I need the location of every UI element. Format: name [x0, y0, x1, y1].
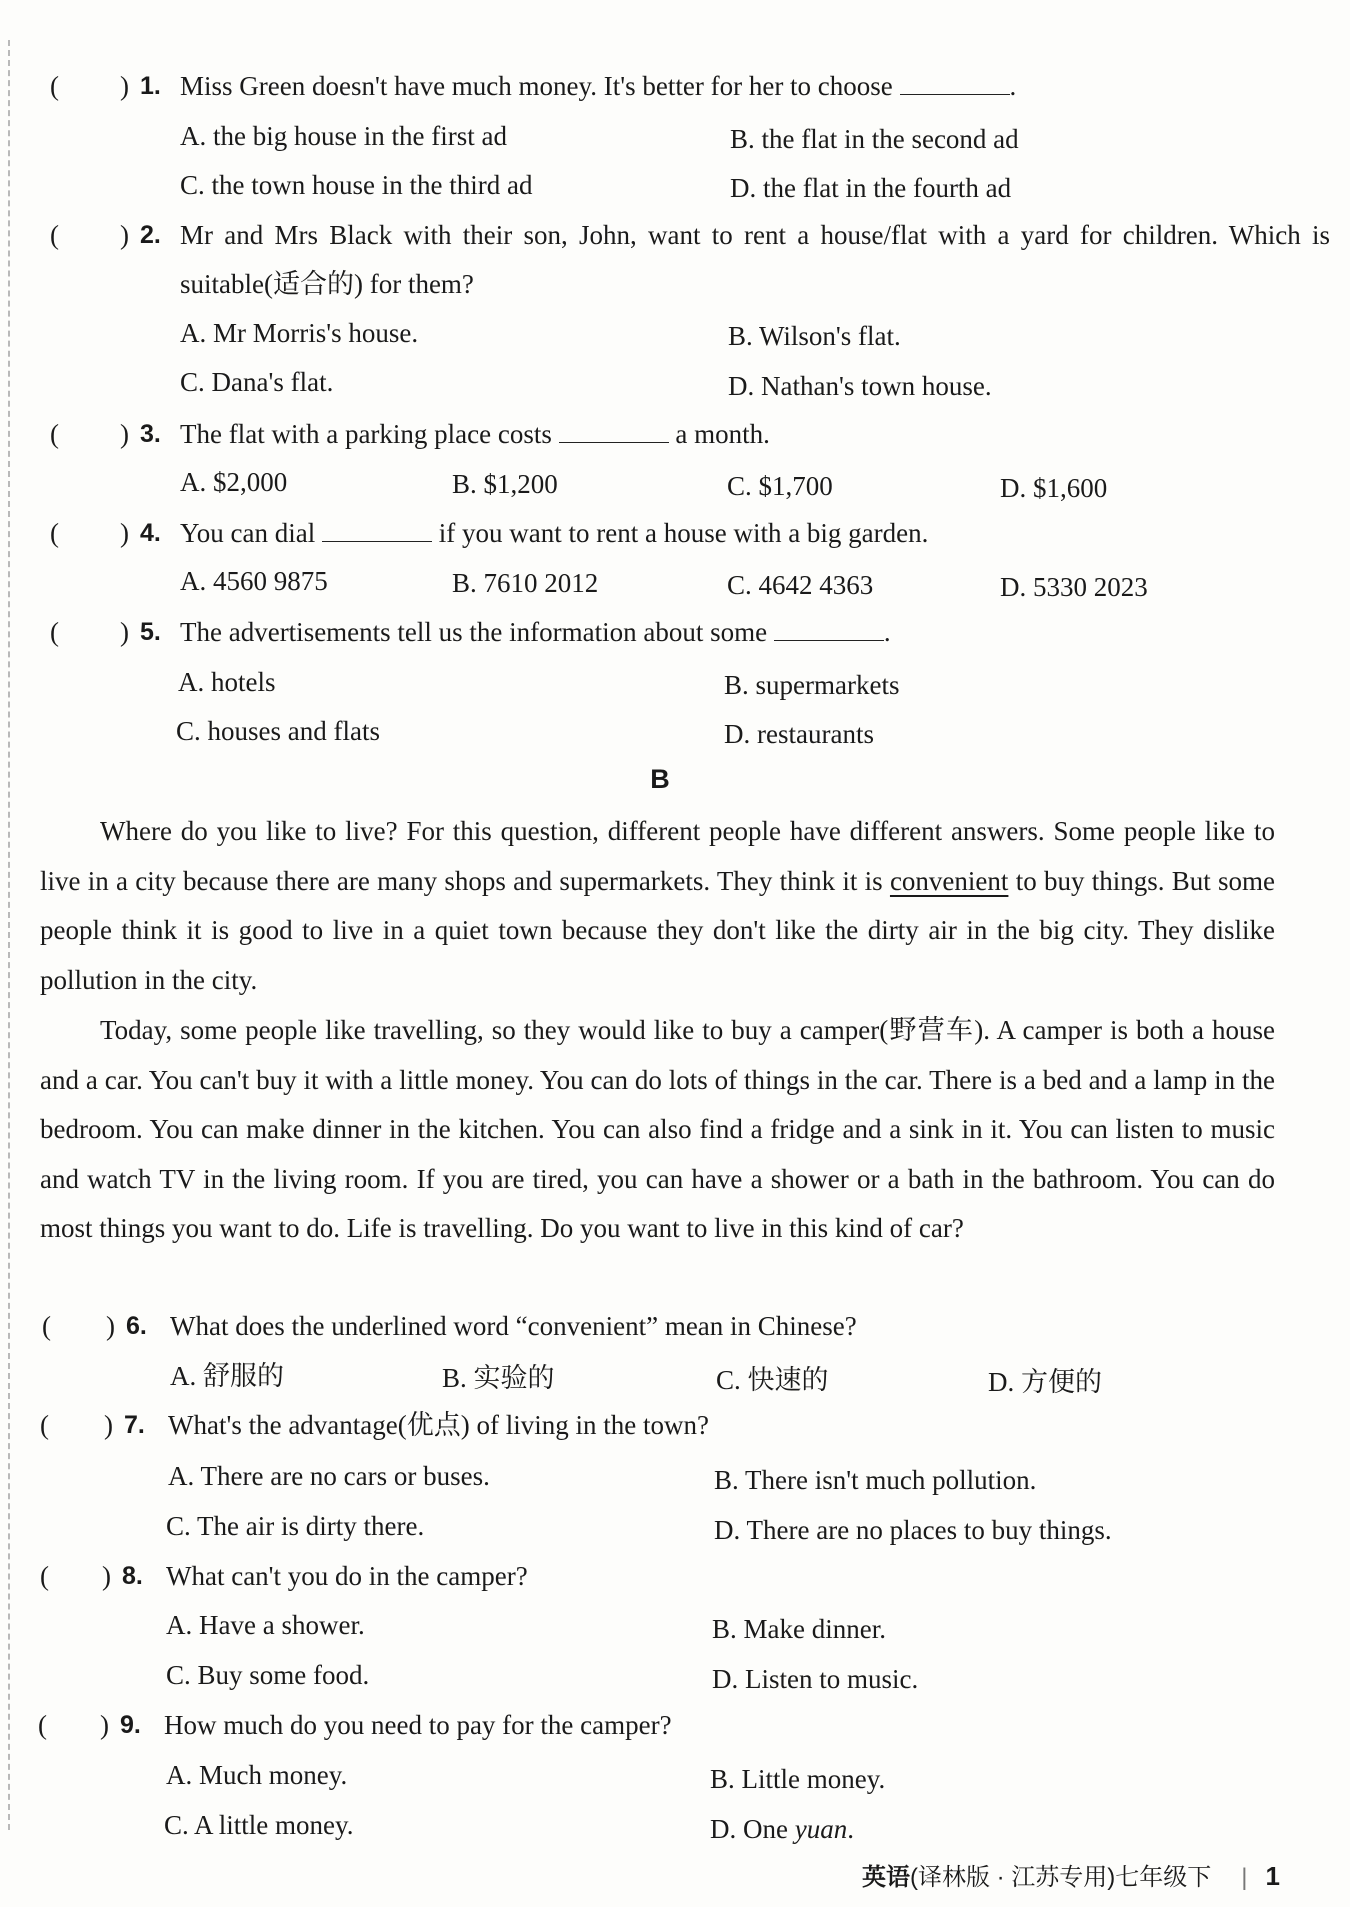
- stem-text: The flat with a parking place costs: [180, 419, 552, 449]
- answer-paren-open[interactable]: (: [50, 419, 59, 449]
- option-d[interactable]: D. $1,600: [1000, 473, 1108, 503]
- option-c[interactable]: C. 4642 4363: [727, 570, 874, 600]
- stem-text: .: [1009, 71, 1017, 101]
- option-a[interactable]: A. There are no cars or buses.: [168, 1461, 490, 1491]
- answer-blank[interactable]: [322, 517, 432, 542]
- question-9: [28, 1705, 1278, 1745]
- answer-paren-open[interactable]: (: [50, 220, 59, 250]
- answer-paren-open[interactable]: (: [40, 1561, 49, 1591]
- option-a[interactable]: A. 舒服的: [170, 1361, 284, 1391]
- question-stem: [180, 612, 1330, 652]
- option-a[interactable]: A. $2,000: [180, 467, 288, 497]
- question-4: [40, 513, 1290, 553]
- stem-text: a month.: [675, 419, 770, 449]
- answer-paren-close: ): [100, 1710, 109, 1740]
- page-number: 1: [1265, 1861, 1280, 1891]
- question-number: 2.: [140, 221, 161, 249]
- question-6: [32, 1306, 1282, 1346]
- option-a[interactable]: A. Much money.: [166, 1760, 348, 1790]
- passage-paragraph-2: Today, some people like travelling, so they would like to buy a camper(野营车). A camper is both a house and a car. You can't buy it with a little money. You can do lots of things in the car. There is a bed and a lamp in the bedroom. You can make dinner in the kitchen. You can also find a fridge and a sink in it. You can listen to music and watch TV in the living room. If you are tired, you can have a shower or a bath in the bathroom. You can do most things you want to do. Life is travelling. Do you want to live in this kind of car?: [40, 1015, 1275, 1244]
- option-d-tail: .: [847, 1814, 854, 1844]
- option-b[interactable]: B. Little money.: [710, 1764, 886, 1794]
- question-number: 7.: [124, 1411, 145, 1439]
- question-stem: What's the advantage(优点) of living in the town?: [168, 1410, 709, 1440]
- option-d[interactable]: D. the flat in the fourth ad: [730, 173, 1012, 203]
- stem-text: Miss Green doesn't have much money. It's better for her to choose: [180, 71, 893, 101]
- footer-edition: (译林版 · 江苏专用)七年级下: [909, 1864, 1212, 1891]
- answer-paren-open[interactable]: (: [50, 617, 59, 647]
- question-number: 6.: [126, 1312, 147, 1340]
- question-number: 5.: [140, 618, 161, 646]
- option-a[interactable]: A. Mr Morris's house.: [180, 318, 419, 348]
- answer-paren-close: ): [120, 220, 129, 250]
- question-1: [40, 66, 1290, 106]
- answer-paren-open[interactable]: (: [50, 518, 59, 548]
- footer-subject: 英语: [861, 1864, 910, 1891]
- footer-divider: |: [1241, 1864, 1248, 1891]
- passage-text: to buy things. But some people think it is good to live in a quiet town because they don't like the dirty air in the big city. They dislike pollution in the city.: [40, 865, 1276, 995]
- option-b[interactable]: B. $1,200: [452, 469, 558, 499]
- question-number: 9.: [120, 1711, 141, 1739]
- option-c[interactable]: C. The air is dirty there.: [166, 1511, 425, 1541]
- answer-paren-open[interactable]: (: [50, 71, 59, 101]
- option-d[interactable]: [710, 1809, 854, 1849]
- question-7: [30, 1405, 1280, 1445]
- option-d[interactable]: D. Nathan's town house.: [728, 371, 992, 401]
- stem-text: .: [883, 617, 891, 647]
- option-d[interactable]: D. restaurants: [724, 719, 874, 749]
- answer-paren-close: ): [120, 71, 129, 101]
- stem-text: The advertisements tell us the information about some: [180, 617, 768, 647]
- answer-paren-open[interactable]: (: [42, 1311, 51, 1341]
- passage-paragraph-1: [40, 807, 1275, 1005]
- answer-paren-close: ): [120, 617, 129, 647]
- answer-blank[interactable]: [559, 418, 669, 443]
- question-5: [40, 612, 1290, 652]
- question-8: [30, 1556, 1280, 1596]
- question-stem: [180, 66, 1330, 106]
- section-title-b: B: [650, 764, 670, 794]
- option-c[interactable]: C. houses and flats: [176, 716, 380, 746]
- option-b[interactable]: B. 实验的: [442, 1363, 555, 1393]
- answer-blank[interactable]: [900, 70, 1010, 95]
- option-d[interactable]: D. 方便的: [988, 1367, 1102, 1397]
- question-number: 3.: [140, 420, 161, 448]
- option-d-italic: yuan: [794, 1814, 848, 1844]
- question-number: 8.: [122, 1562, 143, 1590]
- underlined-word: convenient: [889, 865, 1009, 896]
- answer-paren-close: ): [120, 518, 129, 548]
- question-stem: What does the underlined word “convenient” mean in Chinese?: [170, 1311, 857, 1341]
- option-c[interactable]: C. Dana's flat.: [180, 367, 334, 397]
- stem-text: if you want to rent a house with a big garden.: [438, 518, 929, 548]
- option-b[interactable]: B. the flat in the second ad: [730, 124, 1019, 154]
- question-3: [40, 414, 1290, 454]
- answer-blank[interactable]: [774, 616, 884, 641]
- answer-paren-close: ): [106, 1311, 115, 1341]
- option-b[interactable]: B. Wilson's flat.: [728, 321, 901, 351]
- binding-dashed-line: [8, 40, 10, 1830]
- option-b[interactable]: B. There isn't much pollution.: [714, 1465, 1037, 1495]
- option-c[interactable]: C. 快速的: [716, 1365, 829, 1395]
- question-stem: [180, 414, 1330, 454]
- option-d[interactable]: D. Listen to music.: [712, 1664, 919, 1694]
- option-a[interactable]: A. Have a shower.: [166, 1610, 365, 1640]
- answer-paren-close: ): [104, 1410, 113, 1440]
- option-d[interactable]: D. 5330 2023: [1000, 572, 1148, 602]
- answer-paren-close: ): [120, 419, 129, 449]
- page-footer: [862, 1857, 1280, 1892]
- option-c[interactable]: C. A little money.: [164, 1810, 354, 1840]
- question-stem: What can't you do in the camper?: [166, 1561, 528, 1591]
- answer-paren-open[interactable]: (: [38, 1710, 47, 1740]
- option-c[interactable]: C. $1,700: [727, 471, 833, 501]
- passage-text: Where do you like to live? For this question, different people have different answers. Some people like to live in a city because there are many shops and supermarkets. They think it is: [40, 816, 1275, 896]
- option-b[interactable]: B. Make dinner.: [712, 1614, 886, 1644]
- option-b[interactable]: B. supermarkets: [724, 670, 900, 700]
- option-a[interactable]: A. hotels: [178, 667, 276, 697]
- option-c[interactable]: C. the town house in the third ad: [180, 170, 533, 200]
- question-number: 4.: [140, 519, 161, 547]
- option-a[interactable]: A. the big house in the first ad: [180, 121, 507, 151]
- question-stem: How much do you need to pay for the camper?: [164, 1710, 672, 1740]
- option-d[interactable]: D. There are no places to buy things.: [714, 1515, 1112, 1545]
- question-2: [40, 215, 1330, 305]
- option-c[interactable]: C. Buy some food.: [166, 1660, 370, 1690]
- question-number: 1.: [140, 72, 161, 100]
- option-d-text: D. One: [710, 1814, 795, 1844]
- option-b[interactable]: B. 7610 2012: [452, 568, 599, 598]
- option-a[interactable]: A. 4560 9875: [180, 566, 328, 596]
- answer-paren-open[interactable]: (: [40, 1410, 49, 1440]
- question-stem: Mr and Mrs Black with their son, John, want to rent a house/flat with a yard for children. Which is suitable(适合的) for them?: [180, 220, 1330, 299]
- question-stem: [180, 513, 1330, 553]
- answer-paren-close: ): [102, 1561, 111, 1591]
- stem-text: You can dial: [180, 518, 316, 548]
